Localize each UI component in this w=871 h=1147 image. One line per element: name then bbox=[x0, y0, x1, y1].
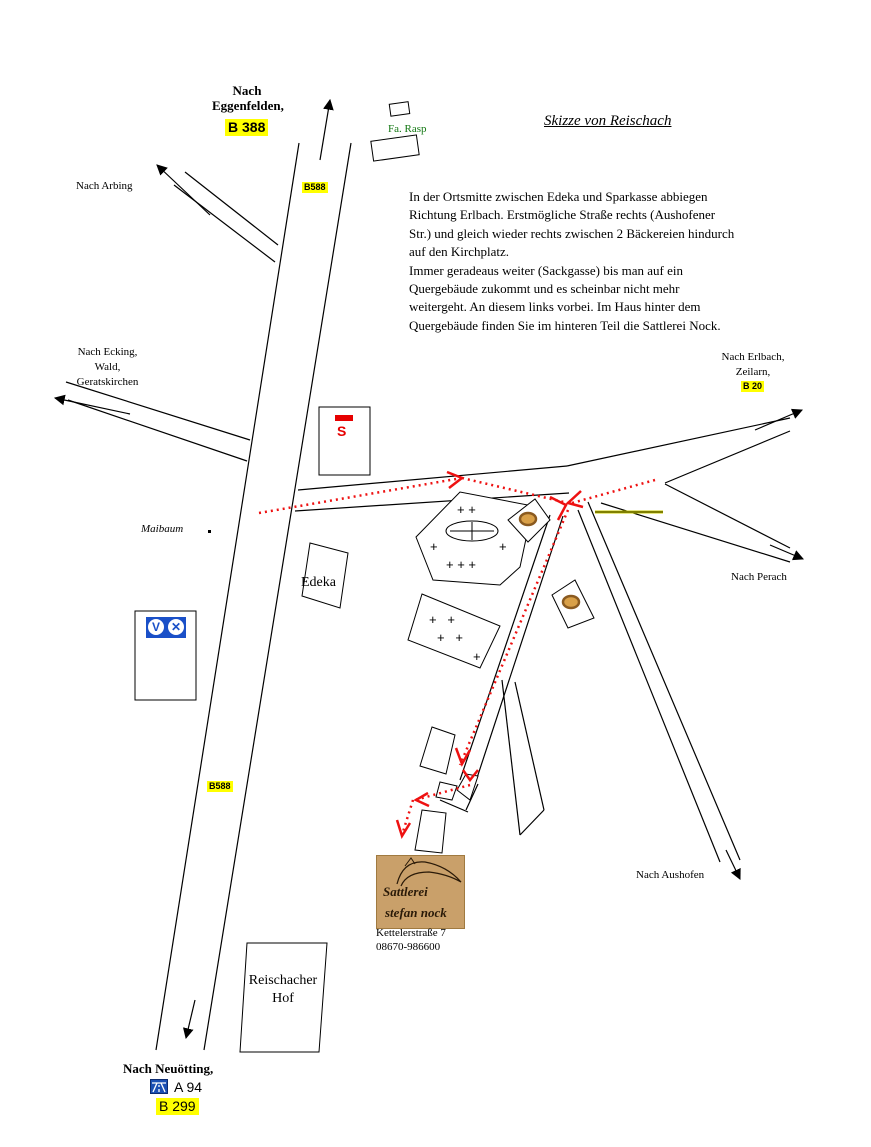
eggenfelden-line2: Eggenfelden, bbox=[212, 98, 284, 113]
business-address: Kettelerstraße 7 bbox=[376, 927, 446, 939]
directions-text bbox=[409, 188, 739, 335]
reischacher-hof-line1: Reischacher bbox=[248, 973, 318, 988]
svg-text:+: + bbox=[473, 649, 481, 664]
rasp-label: Fa. Rasp bbox=[388, 123, 427, 135]
svg-text:S: S bbox=[337, 423, 347, 439]
directions-paragraph-1: In der Ortsmitte zwischen Edeka und Sparkasse abbiegen Richtung Erlbach. Erstmögliche Straße rechts (Aushofener Str.) und gleich wieder rechts zwischen 2 Bäckereien hindurch auf den Kirchplatz. bbox=[409, 189, 735, 260]
business-phone: 08670-986600 bbox=[376, 941, 441, 953]
logo-line2: stefan nock bbox=[385, 905, 447, 920]
business-contact bbox=[376, 926, 446, 954]
autobahn-a94-label: A 94 bbox=[174, 1079, 203, 1095]
erlbach-label bbox=[708, 350, 798, 380]
autobahn-icon-glyph bbox=[151, 1080, 167, 1093]
svg-text:+ + +: + + + bbox=[446, 557, 476, 572]
arbing-label: Nach Arbing bbox=[76, 180, 133, 192]
logo-line1: Sattlerei bbox=[383, 884, 428, 899]
road-tag-b299: B 299 bbox=[156, 1098, 199, 1115]
maibaum-label: Maibaum bbox=[141, 523, 184, 535]
vr-bank-sign-icon-right: ✕ bbox=[168, 619, 184, 635]
svg-text:+: + bbox=[430, 539, 438, 554]
svg-text:+: + bbox=[499, 539, 507, 554]
aushofen-label: Nach Aushofen bbox=[636, 869, 705, 881]
eggenfelden-line1: Nach bbox=[232, 83, 262, 98]
reischacher-hof-label bbox=[242, 972, 324, 1008]
ecking-line1: Nach Ecking, bbox=[77, 346, 138, 358]
neuoetting-label: Nach Neuötting, bbox=[123, 1061, 214, 1076]
road-tag-b20: B 20 bbox=[743, 381, 763, 391]
ecking-label bbox=[60, 345, 155, 390]
edeka-label: Edeka bbox=[301, 575, 336, 590]
vr-bank-sign-icon-left: V bbox=[148, 619, 164, 635]
ecking-line3: Geratskirchen bbox=[76, 376, 139, 388]
ecking-line2: Wald, bbox=[94, 361, 121, 373]
svg-text:+ +: + + bbox=[429, 612, 456, 627]
eggenfelden-label bbox=[212, 83, 282, 113]
sattlerei-logo bbox=[376, 855, 465, 929]
directions-paragraph-2: Immer geradeaus weiter (Sackgasse) bis man auf ein Quergebäude zukommt und es scheinbar nicht mehr weitergeht. An diesem links vorbei. Im Haus hinter dem Quergebäude finden Sie im hinteren Teil die Sattlerei Nock. bbox=[409, 262, 721, 333]
svg-text:+ +: + + bbox=[457, 502, 476, 517]
sattlerei-building bbox=[415, 810, 446, 853]
road-tag-b388: B 388 bbox=[225, 119, 268, 136]
erlbach-line2: Zeilarn, bbox=[735, 366, 771, 378]
perach-label: Nach Perach bbox=[731, 571, 787, 583]
reischacher-hof-line2: Hof bbox=[272, 991, 294, 1006]
erlbach-line1: Nach Erlbach, bbox=[721, 351, 785, 363]
vr-bank-sign-icon bbox=[146, 617, 186, 638]
road-tag-b588-bottom: B588 bbox=[209, 781, 231, 791]
svg-text:+ +: + + bbox=[437, 630, 464, 645]
map-title: Skizze von Reischach bbox=[544, 113, 672, 129]
autobahn-icon bbox=[150, 1079, 168, 1094]
road-tag-b588-top: B588 bbox=[304, 182, 326, 192]
